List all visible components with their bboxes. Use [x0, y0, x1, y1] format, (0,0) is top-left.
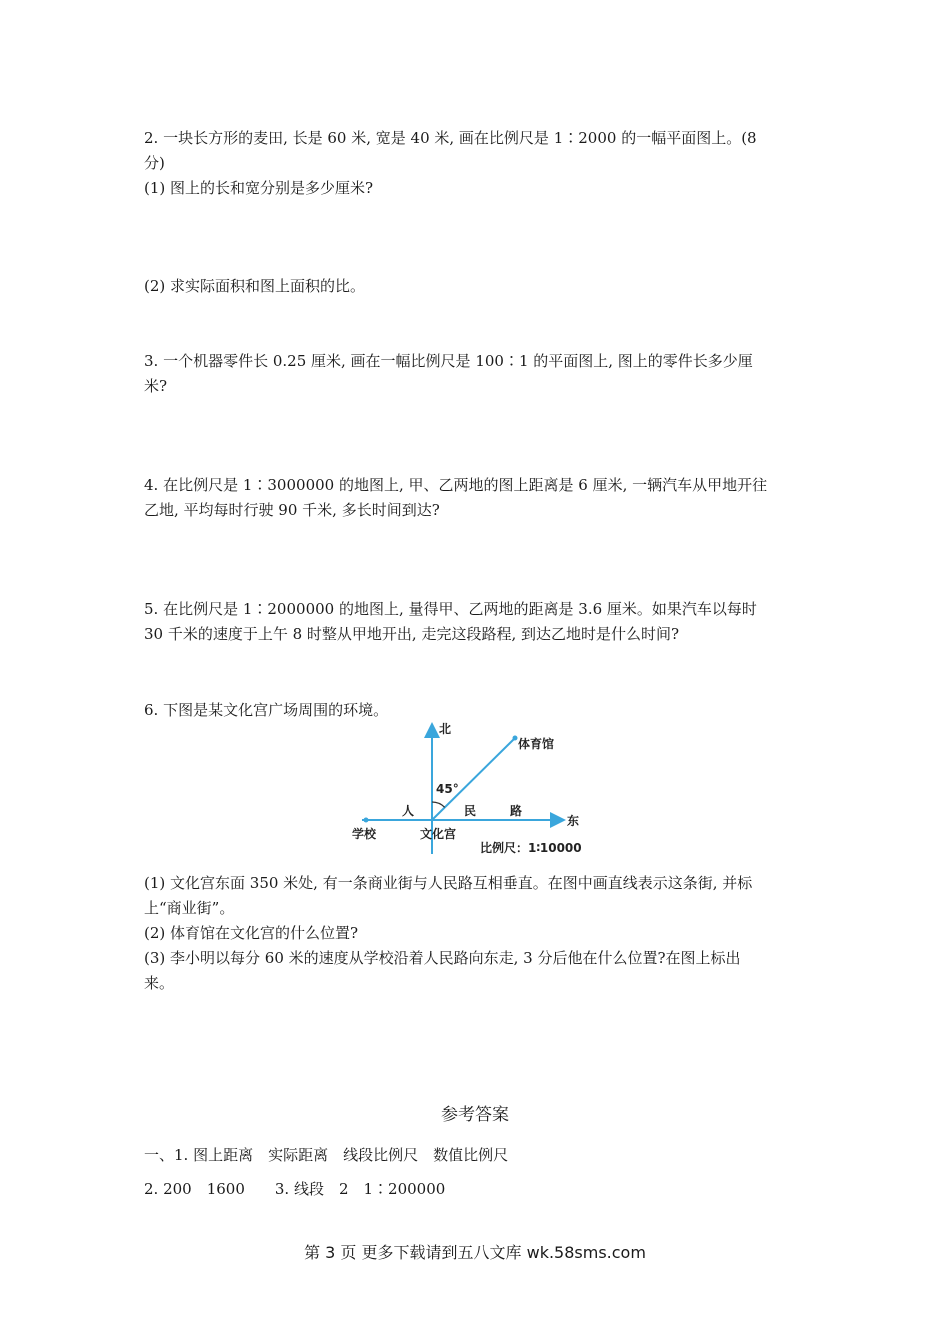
east-label: 东 [567, 814, 580, 828]
question-6-subs [144, 871, 808, 996]
question-6-sub-2: (2) 体育馆在文化宫的什么位置? [144, 924, 359, 942]
question-4 [144, 473, 808, 523]
question-6-sub-1-line-1: (1) 文化宫东面 350 米处, 有一条商业街与人民路互相垂直。在图中画直线表示这条街, 并标 [144, 874, 753, 892]
question-5 [144, 597, 808, 647]
map-diagram [340, 718, 600, 860]
question-2-sub-2-block [144, 274, 808, 299]
answers-line-1: 一、1. 图上距离 实际距离 线段比例尺 数值比例尺 [144, 1146, 509, 1164]
question-4-line-2: 乙地, 平均每时行驶 90 千米, 多长时间到达? [144, 501, 440, 519]
angle-arc [432, 802, 445, 807]
question-6-sub-3-line-1: (3) 李小明以每分 60 米的速度从学校沿着人民路向东走, 3 分后他在什么位置?在图上标出 [144, 949, 741, 967]
question-5-line-1: 5. 在比例尺是 1∶2000000 的地图上, 量得甲、乙两地的距离是 3.6 厘米。如果汽车以每时 [144, 600, 757, 618]
road-label-3: 路 [510, 804, 523, 818]
scale-label: 比例尺：1∶10000 [480, 841, 582, 855]
angle-label: 45° [436, 782, 459, 796]
question-2-sub-1: (1) 图上的长和宽分别是多少厘米? [144, 179, 374, 197]
question-6-sub-3-line-2: 来。 [144, 974, 175, 992]
north-label: 北 [439, 722, 452, 736]
question-2-line-1: 2. 一块长方形的麦田, 长是 60 米, 宽是 40 米, 画在比例尺是 1∶2000 的一幅平面图上。(8 [144, 129, 757, 147]
question-3-line-1: 3. 一个机器零件长 0.25 厘米, 画在一幅比例尺是 100∶1 的平面图上, 图上的零件长多少厘 [144, 352, 753, 370]
road-label-1: 人 [402, 804, 415, 818]
answers-title: 参考答案 [441, 1105, 509, 1125]
question-3-line-2: 米? [144, 377, 168, 395]
page-footer: 第 3 页 更多下载请到五八文库 wk.58sms.com [304, 1243, 646, 1262]
answers-line-2: 2. 200 1600 3. 线段 2 1∶200000 [144, 1180, 446, 1198]
question-2-sub-2: (2) 求实际面积和图上面积的比。 [144, 277, 366, 295]
school-label: 学校 [352, 827, 377, 841]
school-dot [364, 818, 369, 823]
question-6-sub-1-line-2: 上“商业街”。 [144, 899, 235, 917]
palace-label: 文化宫 [420, 827, 457, 841]
question-2-line-2: 分) [144, 154, 165, 172]
road-label-2: 民 [464, 804, 477, 818]
stadium-label: 体育馆 [518, 737, 555, 751]
answers-block [144, 1138, 808, 1206]
question-3 [144, 349, 808, 399]
question-4-line-1: 4. 在比例尺是 1∶3000000 的地图上, 甲、乙两地的图上距离是 6 厘米, 一辆汽车从甲地开往 [144, 476, 768, 494]
stadium-dot [513, 736, 518, 741]
question-6-intro: 6. 下图是某文化宫广场周围的环境。 [144, 701, 389, 719]
question-2 [144, 126, 808, 201]
question-5-line-2: 30 千米的速度于上午 8 时整从甲地开出, 走完这段路程, 到达乙地时是什么时间? [144, 625, 680, 643]
